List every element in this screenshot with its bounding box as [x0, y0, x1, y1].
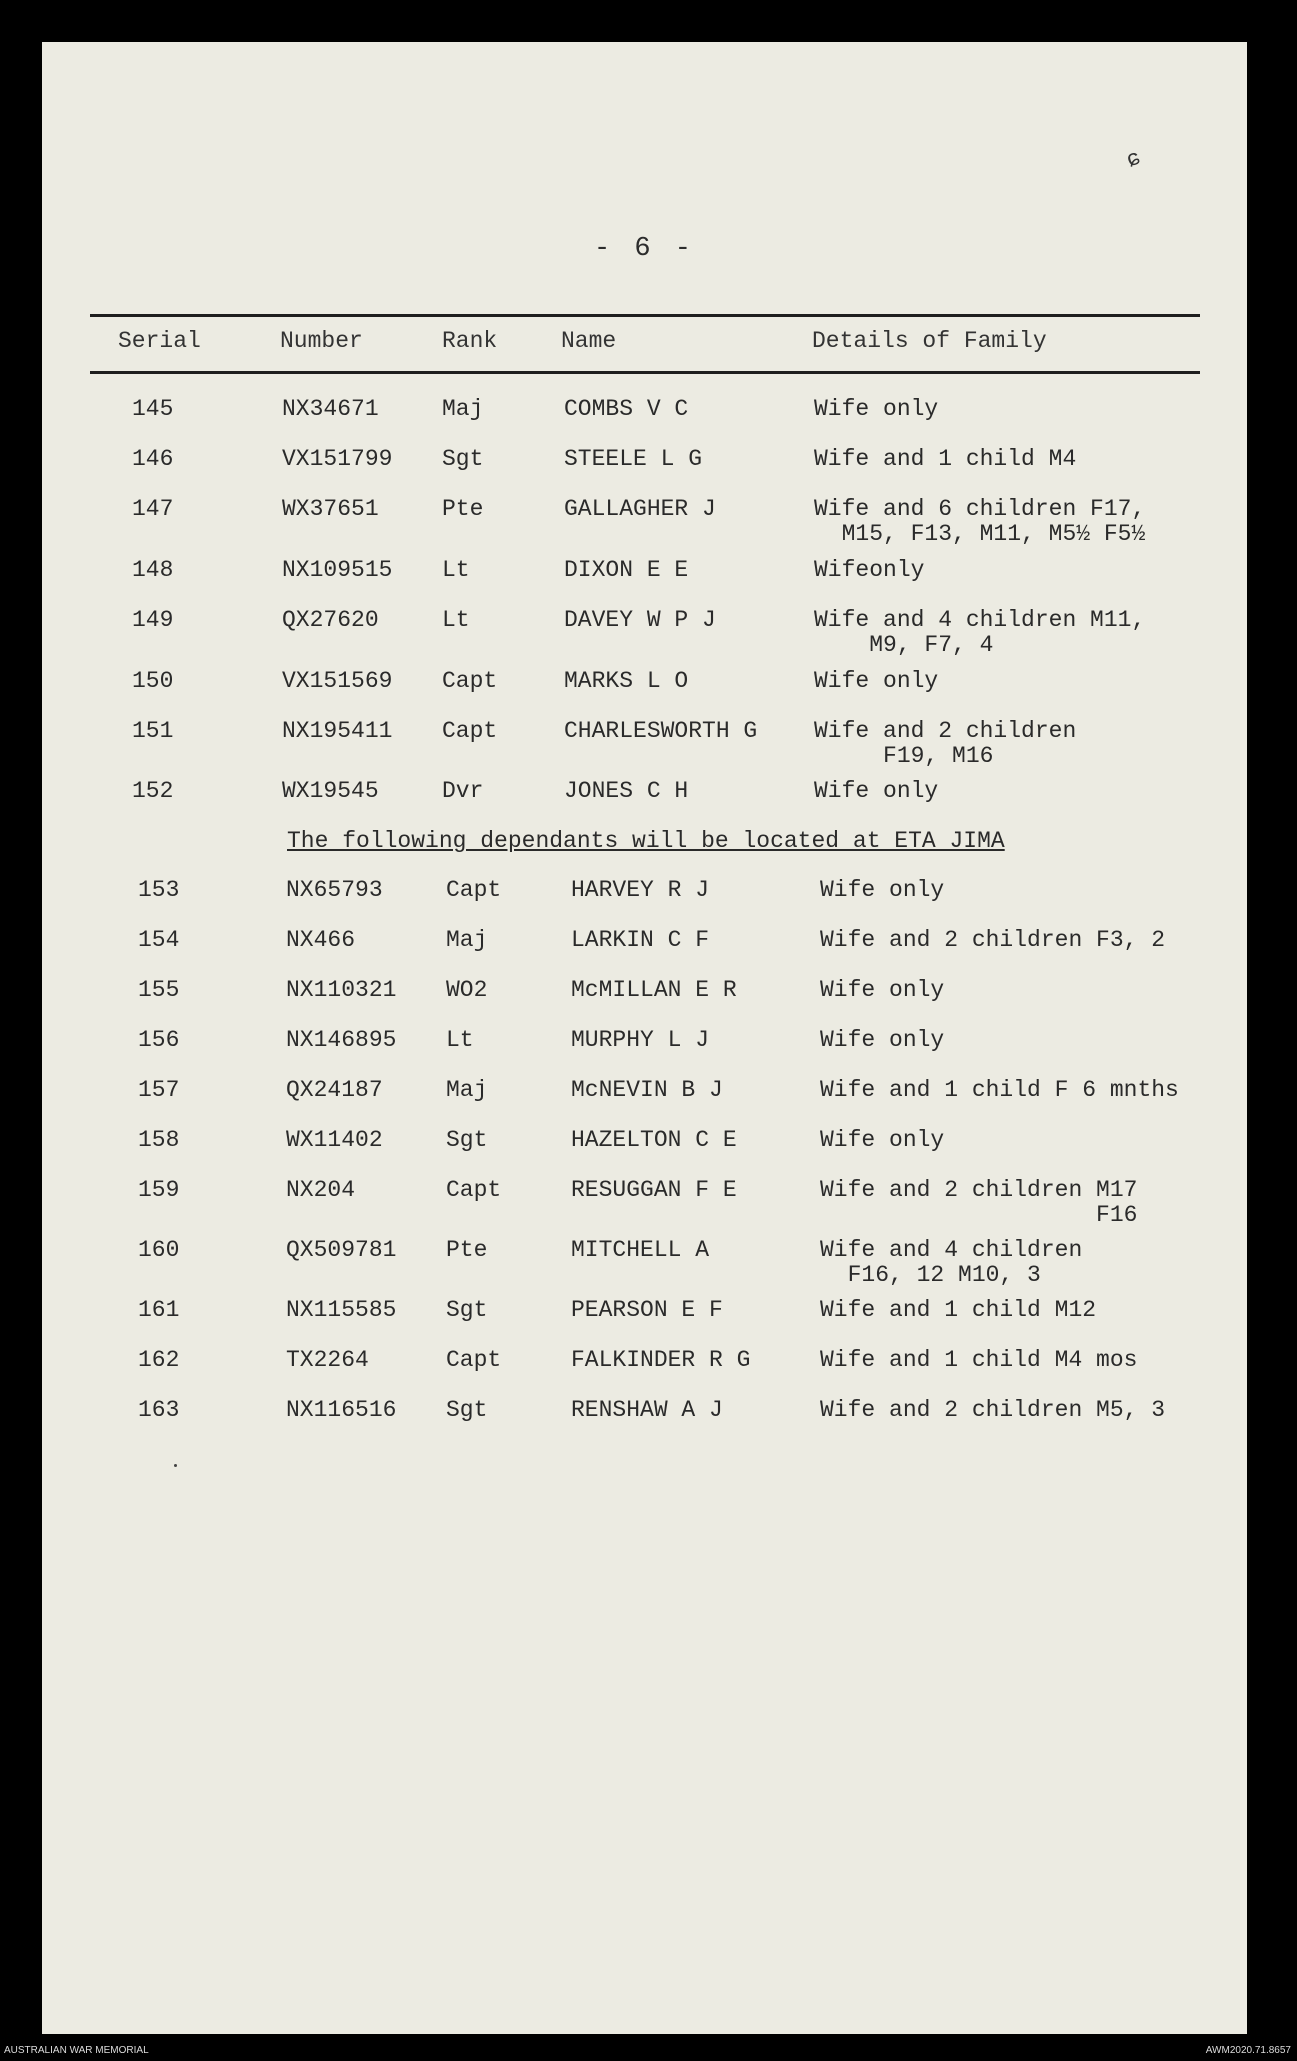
- ink-mark: ɕ: [1123, 145, 1145, 174]
- cell-number: WX19545: [282, 778, 379, 804]
- cell-number: NX116516: [286, 1397, 397, 1423]
- cell-details: Wife and 1 child M4: [814, 446, 1077, 472]
- cell-name: RESUGGAN F E: [571, 1177, 737, 1203]
- page-number: - 6 -: [593, 234, 695, 264]
- cell-details: Wife and 4 children F16, 12 M10, 3: [820, 1237, 1083, 1288]
- stray-dot: [174, 1464, 177, 1467]
- location-note: The following dependants will be located at ETA JIMA: [287, 828, 1005, 854]
- cell-rank: Sgt: [446, 1397, 488, 1423]
- cell-details: Wife only: [820, 877, 945, 903]
- cell-name: MITCHELL A: [571, 1237, 710, 1263]
- cell-number: NX195411: [282, 718, 393, 744]
- header-rule-bottom: [90, 371, 1200, 374]
- cell-rank: WO2: [446, 977, 488, 1003]
- cell-serial: 158: [138, 1127, 180, 1153]
- cell-serial: 163: [138, 1397, 180, 1423]
- cell-number: NX115585: [286, 1297, 397, 1323]
- header-rule-top: [90, 314, 1200, 317]
- cell-rank: Capt: [442, 718, 498, 744]
- header-number: Number: [280, 328, 363, 354]
- cell-rank: Pte: [446, 1237, 488, 1263]
- cell-number: QX24187: [286, 1077, 383, 1103]
- cell-number: NX65793: [286, 877, 383, 903]
- cell-rank: Maj: [446, 927, 488, 953]
- cell-rank: Lt: [442, 607, 470, 633]
- cell-name: FALKINDER R G: [571, 1347, 751, 1373]
- cell-details: Wife and 1 child M4 mos: [820, 1347, 1138, 1373]
- cell-name: GALLAGHER J: [564, 496, 716, 522]
- cell-name: LARKIN C F: [571, 927, 710, 953]
- cell-name: JONES C H: [564, 778, 689, 804]
- cell-rank: Sgt: [446, 1297, 488, 1323]
- cell-serial: 157: [138, 1077, 180, 1103]
- cell-number: NX34671: [282, 396, 379, 422]
- cell-name: DAVEY W P J: [564, 607, 716, 633]
- cell-name: MURPHY L J: [571, 1027, 710, 1053]
- cell-serial: 160: [138, 1237, 180, 1263]
- cell-serial: 156: [138, 1027, 180, 1053]
- cell-rank: Lt: [442, 557, 470, 583]
- cell-number: NX466: [286, 927, 356, 953]
- cell-details: Wife only: [814, 396, 939, 422]
- cell-rank: Maj: [446, 1077, 488, 1103]
- header-rank: Rank: [442, 328, 498, 354]
- cell-number: WX11402: [286, 1127, 383, 1153]
- cell-name: RENSHAW A J: [571, 1397, 723, 1423]
- header-serial: Serial: [118, 328, 201, 354]
- cell-serial: 153: [138, 877, 180, 903]
- cell-serial: 155: [138, 977, 180, 1003]
- cell-serial: 162: [138, 1347, 180, 1373]
- cell-details: Wife and 2 children F3, 2: [820, 927, 1166, 953]
- cell-rank: Sgt: [446, 1127, 488, 1153]
- cell-serial: 161: [138, 1297, 180, 1323]
- cell-name: McNEVIN B J: [571, 1077, 723, 1103]
- cell-rank: Dvr: [442, 778, 484, 804]
- cell-rank: Capt: [446, 877, 502, 903]
- cell-serial: 159: [138, 1177, 180, 1203]
- cell-number: NX204: [286, 1177, 356, 1203]
- cell-details: Wife and 2 children M5, 3: [820, 1397, 1166, 1423]
- cell-name: DIXON E E: [564, 557, 689, 583]
- document-page: [42, 42, 1247, 2034]
- cell-details: Wife and 2 children F19, M16: [814, 718, 1077, 769]
- cell-number: NX110321: [286, 977, 397, 1003]
- cell-number: QX509781: [286, 1237, 397, 1263]
- cell-serial: 147: [132, 496, 174, 522]
- cell-details: Wife only: [814, 778, 939, 804]
- cell-serial: 145: [132, 396, 174, 422]
- header-details: Details of Family: [812, 328, 1047, 354]
- cell-rank: Capt: [442, 668, 498, 694]
- cell-details: Wife only: [820, 977, 945, 1003]
- cell-name: PEARSON E F: [571, 1297, 723, 1323]
- cell-number: VX151569: [282, 668, 393, 694]
- cell-name: HARVEY R J: [571, 877, 710, 903]
- cell-details: Wife only: [814, 668, 939, 694]
- cell-rank: Sgt: [442, 446, 484, 472]
- cell-name: MARKS L O: [564, 668, 689, 694]
- cell-number: WX37651: [282, 496, 379, 522]
- cell-number: NX109515: [282, 557, 393, 583]
- footer-right: AWM2020.71.8657: [1205, 2045, 1291, 2056]
- cell-serial: 154: [138, 927, 180, 953]
- cell-rank: Pte: [442, 496, 484, 522]
- cell-details: Wife only: [820, 1127, 945, 1153]
- cell-rank: Capt: [446, 1347, 502, 1373]
- cell-number: NX146895: [286, 1027, 397, 1053]
- cell-name: HAZELTON C E: [571, 1127, 737, 1153]
- cell-details: Wife and 4 children M11, M9, F7, 4: [814, 607, 1146, 658]
- cell-number: TX2264: [286, 1347, 369, 1373]
- cell-serial: 149: [132, 607, 174, 633]
- cell-details: Wife and 1 child F 6 mnths: [820, 1077, 1179, 1103]
- cell-details: Wifeonly: [814, 557, 925, 583]
- cell-serial: 148: [132, 557, 174, 583]
- cell-serial: 150: [132, 668, 174, 694]
- cell-rank: Lt: [446, 1027, 474, 1053]
- cell-rank: Maj: [442, 396, 484, 422]
- cell-serial: 151: [132, 718, 174, 744]
- cell-serial: 146: [132, 446, 174, 472]
- cell-number: QX27620: [282, 607, 379, 633]
- cell-serial: 152: [132, 778, 174, 804]
- cell-details: Wife and 6 children F17, M15, F13, M11, M5½ F5½: [814, 496, 1146, 547]
- cell-name: COMBS V C: [564, 396, 689, 422]
- cell-details: Wife and 1 child M12: [820, 1297, 1097, 1323]
- cell-rank: Capt: [446, 1177, 502, 1203]
- cell-name: McMILLAN E R: [571, 977, 737, 1003]
- header-name: Name: [561, 328, 617, 354]
- cell-name: CHARLESWORTH G: [564, 718, 758, 744]
- cell-number: VX151799: [282, 446, 393, 472]
- cell-details: Wife only: [820, 1027, 945, 1053]
- cell-name: STEELE L G: [564, 446, 703, 472]
- cell-details: Wife and 2 children M17 F16: [820, 1177, 1138, 1228]
- footer-left: AUSTRALIAN WAR MEMORIAL: [4, 2045, 149, 2056]
